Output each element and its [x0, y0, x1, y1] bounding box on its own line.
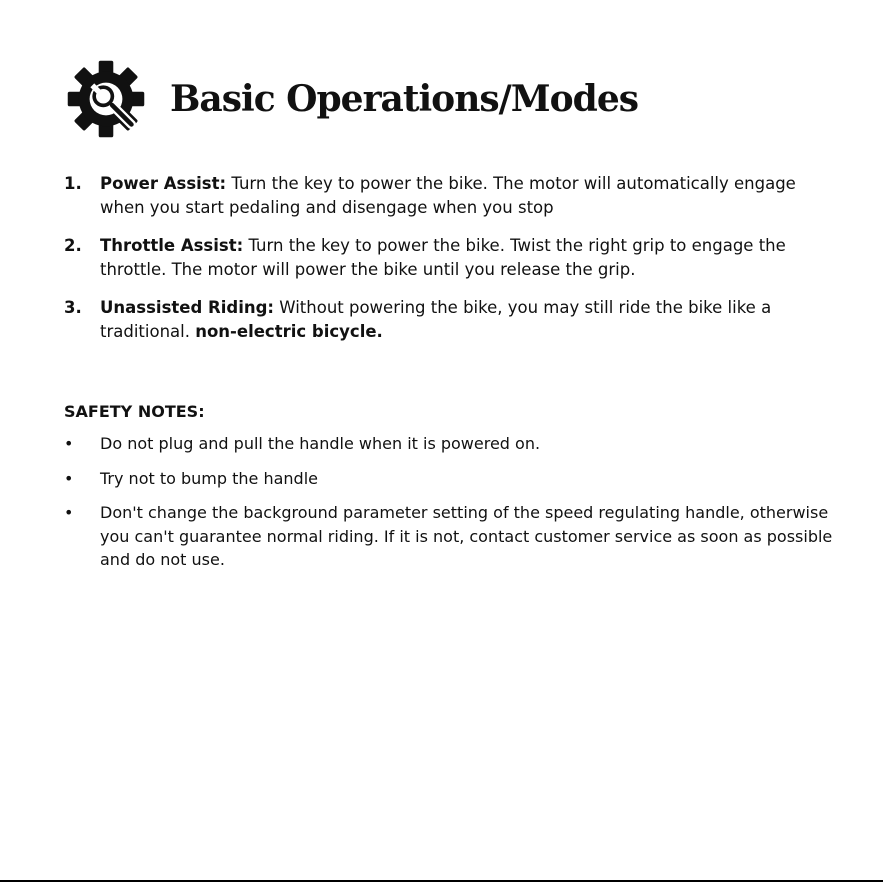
operation-emphasis: non-electric bicycle. — [195, 321, 383, 341]
safety-notes — [64, 400, 854, 572]
safety-notes-list — [64, 432, 854, 572]
safety-note-item — [64, 501, 854, 572]
safety-note-item — [64, 432, 854, 456]
safety-note-text: Try not to bump the handle — [100, 468, 318, 488]
bullet-icon: • — [64, 468, 74, 488]
page-title: Basic Operations/Modes — [170, 78, 638, 120]
gear-wrench-icon — [62, 58, 150, 140]
page-header — [62, 58, 638, 140]
operation-number: 2. — [64, 236, 82, 255]
bullet-icon: • — [64, 503, 74, 522]
operation-number: 1. — [64, 174, 82, 193]
operation-number: 3. — [64, 298, 82, 317]
bottom-divider — [0, 880, 883, 882]
operation-item-unassisted-riding — [64, 296, 824, 343]
operations-list — [64, 172, 824, 343]
safety-notes-title: SAFETY NOTES: — [64, 402, 205, 421]
operation-text: Turn the key to power the bike. The motor will automatically engage when you start pedaling and disengage when you stop — [100, 174, 796, 217]
operation-label: Power Assist: — [100, 174, 227, 193]
operation-text: Without powering the bike, you may still ride the bike like a traditional. — [100, 298, 772, 341]
bullet-icon: • — [64, 434, 74, 453]
operation-label: Unassisted Riding: — [100, 298, 275, 317]
operation-text: Turn the key to power the bike. Twist the right grip to engage the throttle. The motor will power the bike until you release the grip. — [100, 236, 786, 279]
operation-label: Throttle Assist: — [100, 236, 244, 255]
operation-item-power-assist — [64, 172, 824, 219]
safety-note-item — [64, 467, 854, 491]
safety-note-text: Do not plug and pull the handle when it is powered on. — [100, 434, 541, 453]
operation-item-throttle-assist — [64, 234, 824, 281]
safety-note-text: Don't change the background parameter setting of the speed regulating handle, otherwise you can't guarantee normal riding. If it is not, contact customer service as soon as possible and do not use. — [100, 503, 833, 569]
